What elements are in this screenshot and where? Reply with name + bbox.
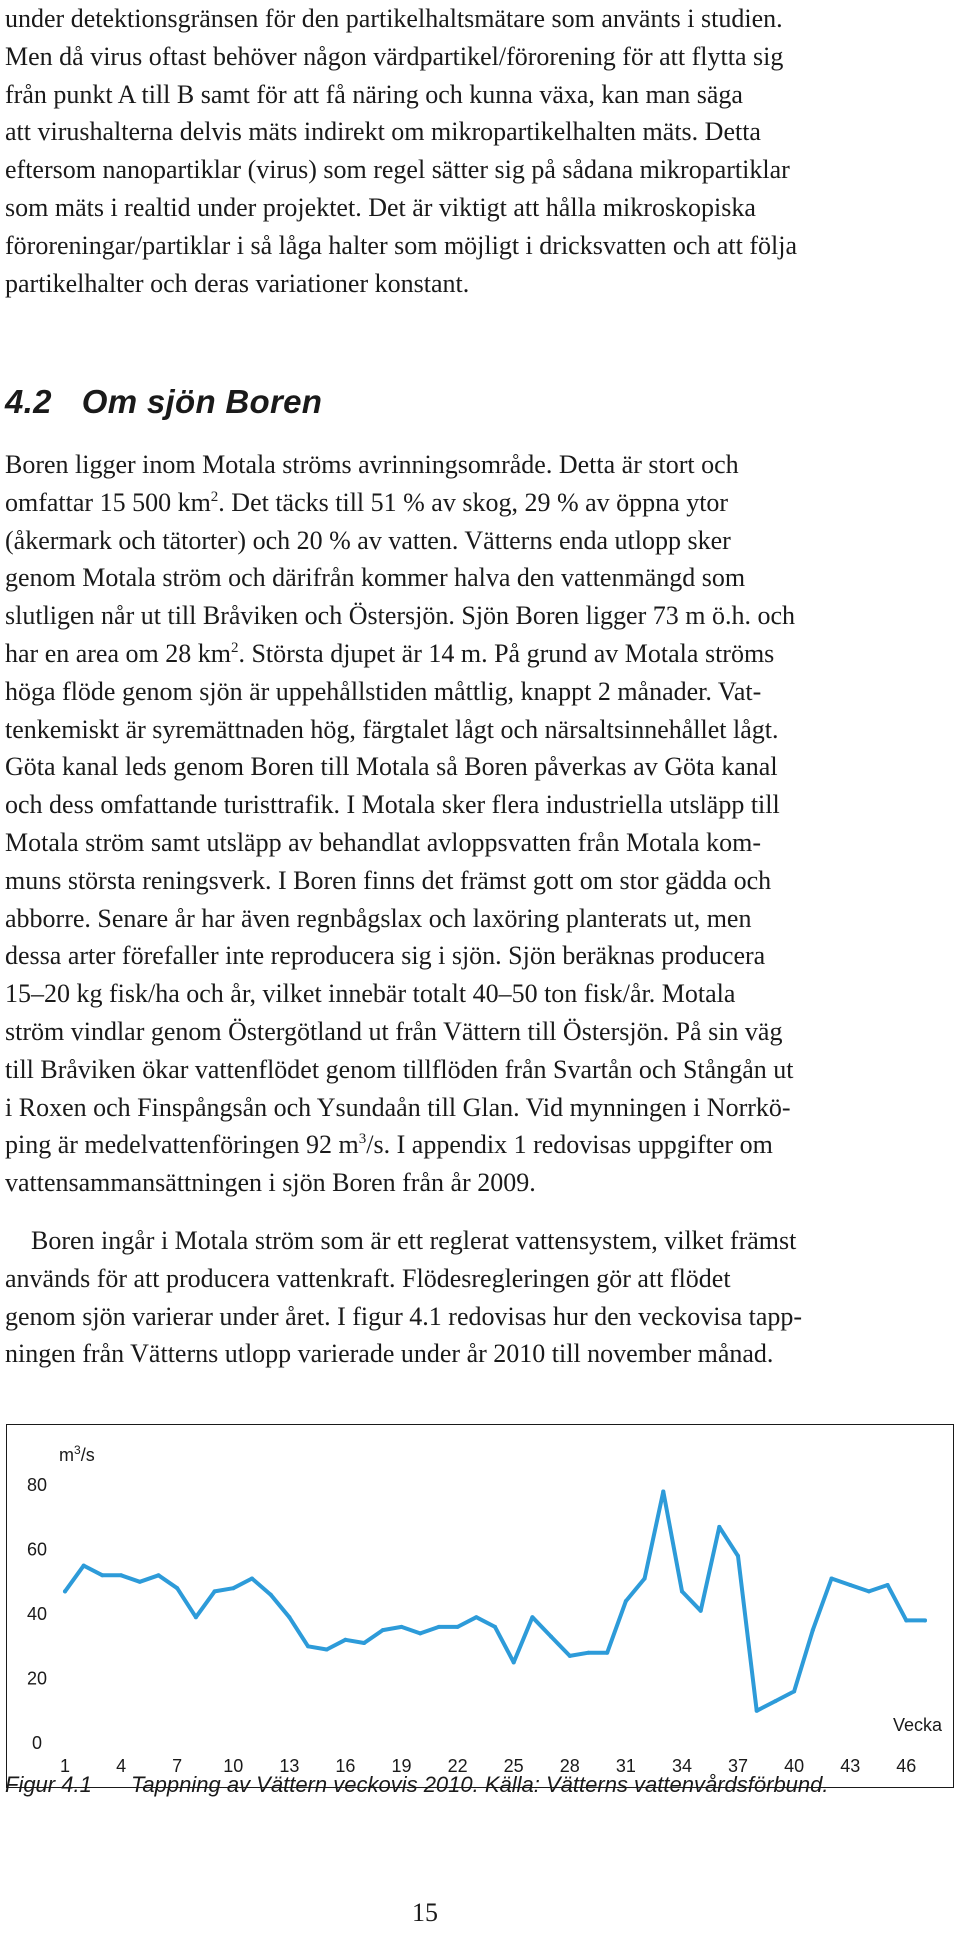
data-point	[549, 1635, 553, 1639]
chart-series	[63, 1489, 927, 1712]
x-tick-label: 28	[559, 1756, 580, 1776]
x-tick-label: 1	[59, 1756, 71, 1776]
text-line: abborre. Senare år har även regnbågslax och laxöring planterats ut, men	[5, 903, 752, 933]
y-tick-label: 40	[26, 1604, 48, 1624]
data-point	[848, 1583, 852, 1587]
data-point	[474, 1615, 478, 1619]
data-point	[643, 1577, 647, 1581]
data-point	[400, 1625, 404, 1629]
body-paragraph-2	[5, 1222, 847, 1373]
intro-paragraph	[5, 0, 847, 302]
data-point	[213, 1589, 217, 1593]
x-tick-label: 13	[279, 1756, 300, 1776]
text-line: och dess omfattande turisttrafik. I Motala sker flera industriella utsläpp till	[5, 790, 780, 820]
text-line: dessa arter förefaller inte reproducera sig i sjön. Sjön beräknas producera	[5, 941, 766, 971]
x-tick-label: 46	[896, 1756, 917, 1776]
text-line: genom sjön varierar under året. I figur 4.1 redovisas hur den veckovisa tapp-	[5, 1301, 803, 1331]
data-point	[493, 1625, 497, 1629]
data-point	[624, 1599, 628, 1603]
text-line: eftersom nanopartiklar (virus) som regel sätter sig på sådana mikropartiklar	[5, 155, 790, 185]
data-point	[156, 1573, 160, 1577]
text-line: partikelhalter och deras variationer konstant.	[5, 268, 470, 298]
data-point	[325, 1647, 329, 1651]
x-tick-label: 10	[223, 1756, 244, 1776]
text-line: Boren ligger inom Motala ströms avrinningsområde. Detta är stort och	[5, 450, 739, 479]
y-axis-ticks	[27, 1475, 47, 1753]
text-line: föroreningar/partiklar i så låga halter som möjligt i dricksvatten och att följa	[5, 230, 798, 260]
section-title: Om sjön Boren	[81, 383, 323, 420]
data-point	[512, 1660, 516, 1664]
data-point	[362, 1641, 366, 1645]
text-line: ningen från Vätterns utlopp varierade under år 2010 till november månad.	[5, 1339, 774, 1369]
x-tick-label: 34	[671, 1756, 692, 1776]
data-point	[138, 1580, 142, 1584]
data-point	[568, 1654, 572, 1658]
text-line: används för att producera vattenkraft. Flödesregleringen gör att flödet	[5, 1263, 731, 1293]
y-tick-label: 80	[26, 1475, 48, 1495]
text-line: Boren ingår i Motala ström som är ett reglerat vattensystem, vilket främst	[31, 1226, 797, 1255]
data-point	[100, 1573, 104, 1577]
y-tick-label: 20	[26, 1668, 48, 1689]
body-paragraph-1	[5, 446, 847, 1202]
data-point	[886, 1583, 890, 1587]
data-point	[811, 1628, 815, 1632]
section-heading	[5, 383, 322, 421]
data-point	[231, 1586, 235, 1590]
data-point	[343, 1638, 347, 1642]
x-tick-label: 16	[335, 1756, 356, 1776]
data-point	[306, 1644, 310, 1648]
data-point	[194, 1615, 198, 1619]
data-point	[867, 1589, 871, 1593]
x-tick-label: 43	[840, 1756, 861, 1776]
y-axis-unit-label: $m^3/s$	[59, 1443, 95, 1465]
data-point	[437, 1625, 441, 1629]
data-point	[755, 1709, 759, 1713]
data-point	[904, 1618, 908, 1622]
text-line: som mäts i realtid under projektet. Det är viktigt att hålla mikroskopiska	[5, 192, 756, 222]
superscript: 2	[210, 488, 219, 505]
data-point	[175, 1586, 179, 1590]
x-tick-label: 37	[728, 1756, 749, 1776]
x-axis-label: Vecka	[892, 1715, 942, 1735]
x-tick-label: 22	[447, 1756, 468, 1776]
data-point	[699, 1609, 703, 1613]
data-point	[381, 1628, 385, 1632]
data-point	[586, 1651, 590, 1655]
data-point	[605, 1651, 609, 1655]
data-point	[736, 1554, 740, 1558]
data-point	[119, 1573, 123, 1577]
data-point	[63, 1589, 67, 1593]
x-tick-label: 19	[391, 1756, 412, 1776]
data-point	[250, 1577, 254, 1581]
text-line: Göta kanal leds genom Boren till Motala så Boren påverkas av Göta kanal	[5, 752, 778, 782]
figure-caption-text: Tappning av Vättern veckovis 2010. Källa: Vätterns vattenvårdsförbund.	[131, 1772, 829, 1797]
data-point	[717, 1525, 721, 1529]
text-line: till Bråviken ökar vattenflödet genom tillflöden från Svartån och Stångån ut	[5, 1054, 794, 1084]
x-tick-label: 40	[784, 1756, 805, 1776]
weekly-discharge-line	[65, 1492, 925, 1711]
text-line: Men då virus oftast behöver någon värdpartikel/förorening för att flytta sig	[5, 41, 784, 71]
superscript: 2	[230, 639, 239, 656]
y-tick-label: 60	[26, 1539, 48, 1560]
data-point	[530, 1615, 534, 1619]
text-line: muns största reningsverk. I Boren finns det främst gott om stor gädda och	[5, 865, 772, 895]
data-point	[830, 1577, 834, 1581]
text-line: omfattar 15 500 $km^2$. Det täcks till 51 % av skog, 29 % av öppna ytor	[5, 487, 729, 517]
figure-caption	[5, 1772, 829, 1798]
data-point	[456, 1625, 460, 1629]
line-chart	[7, 1425, 952, 1786]
data-point	[792, 1689, 796, 1693]
text-line: tenkemiskt är syremättnaden hög, färgtalet lågt och närsaltsinnehållet lågt.	[5, 714, 779, 744]
data-point	[418, 1631, 422, 1635]
text-line: vattensammansättningen i sjön Boren från år 2009.	[5, 1168, 536, 1198]
text-line: att virushalterna delvis mäts indirekt om mikropartikelhalten mäts. Detta	[5, 117, 761, 147]
x-tick-label: 4	[116, 1756, 127, 1776]
data-point	[923, 1618, 927, 1622]
x-tick-label: 7	[172, 1756, 183, 1776]
text-line: 15–20 kg fisk/ha och år, vilket innebär totalt 40–50 ton fisk/år. Motala	[5, 979, 736, 1009]
data-point	[82, 1564, 86, 1568]
text-line: slutligen når ut till Bråviken och Östersjön. Sjön Boren ligger 73 m ö.h. och	[5, 601, 796, 631]
section-number: 4.2	[5, 383, 52, 420]
data-point	[661, 1489, 665, 1493]
x-tick-label: 25	[503, 1756, 524, 1776]
data-point	[773, 1699, 777, 1703]
text-line: ström vindlar genom Östergötland ut från Vättern till Östersjön. På sin väg	[5, 1016, 783, 1046]
text-line: ping är medelvattenföringen 92 $m^3/s$. I appendix 1 redovisas uppgifter om	[5, 1130, 773, 1160]
text-line: Motala ström samt utsläpp av behandlat avloppsvatten från Motala kom-	[5, 827, 761, 857]
data-point	[680, 1589, 684, 1593]
data-point	[269, 1593, 273, 1597]
page-number: 15	[412, 1898, 438, 1927]
data-point	[287, 1615, 291, 1619]
text-line: (åkermark och tätorter) och 20 % av vatten. Vätterns enda utlopp sker	[5, 525, 731, 555]
text-line: genom Motala ström och därifrån kommer halva den vattenmängd som	[5, 563, 746, 593]
superscript: 3	[358, 1131, 367, 1148]
figure-4-1-chart-frame	[6, 1424, 954, 1788]
y-tick-label: 0	[31, 1733, 43, 1753]
text-line: under detektionsgränsen för den partikelhaltsmätare som använts i studien.	[5, 4, 783, 33]
text-line: från punkt A till B samt för att få näring och kunna växa, kan man säga	[5, 79, 743, 109]
text-line: höga flöde genom sjön är uppehållstiden måttlig, knappt 2 månader. Vat-	[5, 676, 762, 706]
x-tick-label: 31	[615, 1756, 636, 1776]
text-line: i Roxen och Finspångsån och Ysundaån till Glan. Vid mynningen i Norrkö-	[5, 1092, 791, 1122]
figure-label: Figur 4.1	[5, 1772, 92, 1797]
text-line: har en area om 28 $km^2$. Största djupet är 14 m. På grund av Motala ströms	[5, 638, 775, 668]
